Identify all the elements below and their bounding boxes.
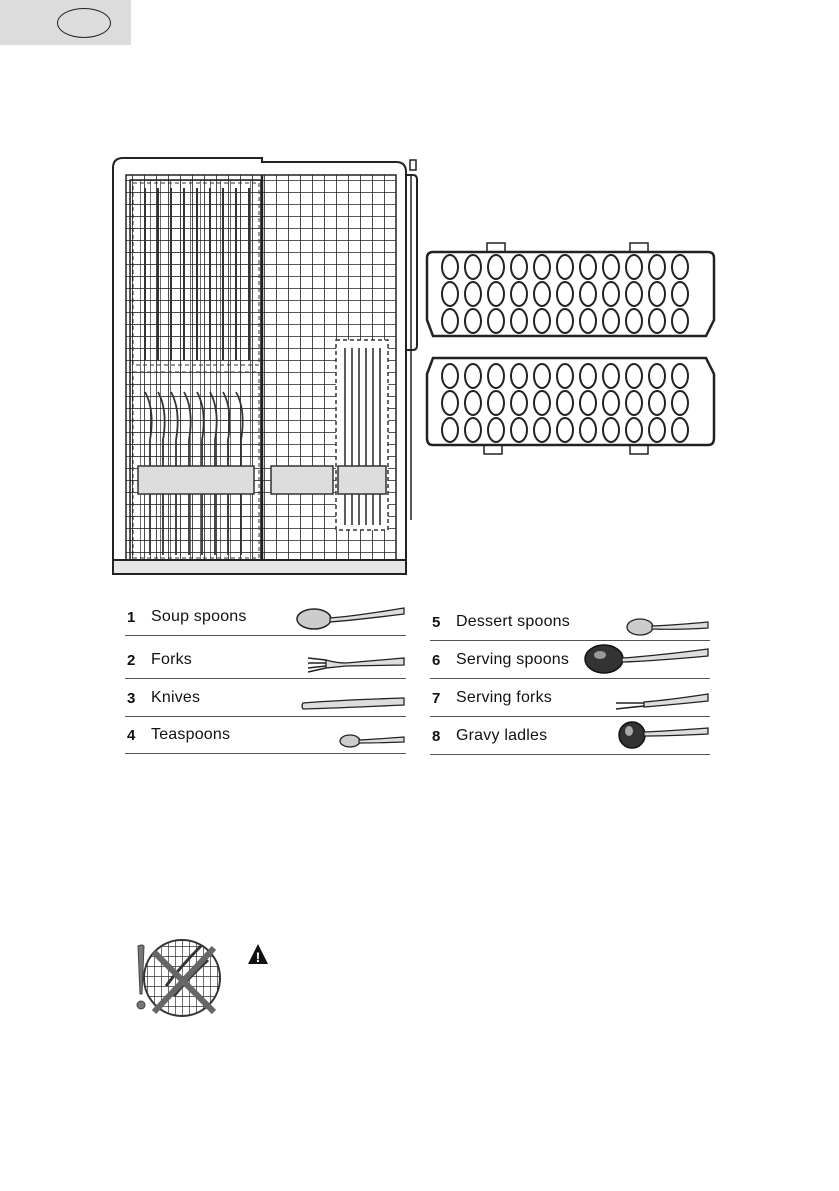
svg-text:!: ! [255,949,261,965]
cutlery-tray-insert-lower [427,358,714,454]
legend-number: 1 [127,609,136,626]
legend-number: 8 [432,728,441,745]
legend-number: 2 [127,652,136,669]
legend-item-8 [430,716,710,755]
legend-label: Teaspoons [151,726,231,743]
cutlery-tray-insert-upper [427,243,714,336]
serving-fork-icon [614,691,710,713]
legend-item-7 [430,678,710,717]
legend-item-4 [125,715,406,754]
legend-number: 3 [127,690,136,707]
soup-spoon-icon [296,604,406,632]
legend-number: 7 [432,690,441,707]
knife-icon [301,695,406,713]
legend-label: Serving spoons [456,651,570,668]
cutlery-rack [113,158,417,574]
legend-item-1 [125,597,406,636]
legend-label: Forks [151,651,192,668]
legend-item-6 [430,640,710,679]
legend-number: 6 [432,652,441,669]
fork-icon [306,653,406,675]
warning-illustration [126,936,276,1021]
legend-number: 4 [127,727,136,744]
dessert-spoon-icon [626,615,710,637]
legend-label: Knives [151,689,201,706]
warning-triangle-icon [248,944,268,965]
gravy-ladle-icon [618,717,710,751]
legend-item-5 [430,602,710,641]
legend-label: Dessert spoons [456,613,570,630]
teaspoon-icon [338,732,406,750]
legend-item-3 [125,678,406,717]
legend-label: Soup spoons [151,608,247,625]
serving-spoon-icon [584,641,710,675]
legend-number: 5 [432,614,441,631]
legend-item-2 [125,640,406,679]
legend-label: Serving forks [456,689,552,706]
legend-label: Gravy ladles [456,727,548,744]
